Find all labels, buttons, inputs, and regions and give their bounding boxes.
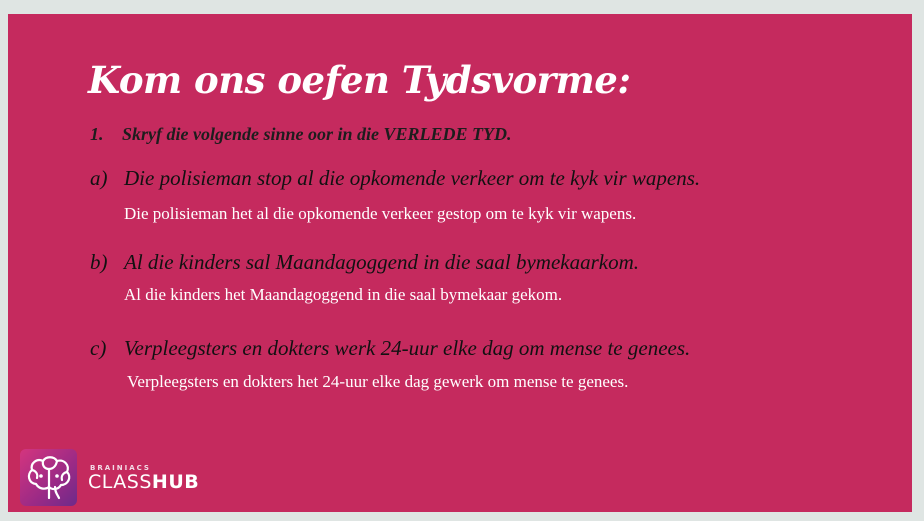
question-b [90,250,639,275]
question-a [90,166,700,191]
question-letter: c) [90,336,107,360]
question-text: Al die kinders sal Maandagoggend in die saal bymekaarkom. [124,250,639,274]
question-c [90,336,690,361]
question-letter: a) [90,166,108,190]
question-letter: b) [90,250,108,274]
instruction-number: 1. [90,124,104,144]
logo-badge [20,449,77,506]
question-text: Die polisieman stop al die opkomende verkeer om te kyk vir wapens. [124,166,701,190]
logo-main-text [88,471,199,493]
logo-main-bold: HUB [151,471,200,493]
instruction [90,124,512,145]
answer-b: Al die kinders het Maandagoggend in die saal bymekaar gekom. [124,285,563,304]
classhub-logo [20,449,220,507]
slide [8,14,912,512]
answer-c: Verpleegsters en dokters het 24-uur elke dag gewerk om mense te genees. [127,372,629,391]
logo-main-light: CLASS [88,471,152,493]
question-text: Verpleegsters en dokters werk 24-uur elke dag om mense te genees. [124,336,691,360]
brain-icon [24,454,73,501]
answer-a: Die polisieman het al die opkomende verkeer gestop om te kyk vir wapens. [124,204,637,223]
instruction-text: Skryf die volgende sinne oor in die VERLEDE TYD. [122,124,512,144]
logo-small-text: BRAINIACS [90,464,151,472]
slide-title: Kom ons oefen Tydsvorme: [88,58,631,102]
